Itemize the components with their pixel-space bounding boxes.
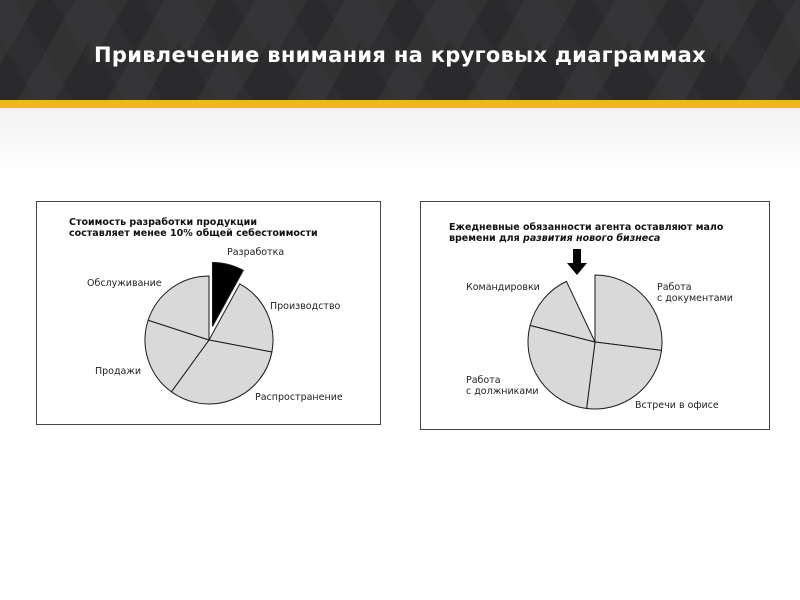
slice-label-obsluzhivanie: Обслуживание bbox=[87, 278, 162, 289]
pie-chart-panel-1 bbox=[36, 201, 381, 425]
gradient-band bbox=[0, 108, 800, 178]
slice-label-razrabotka: Разработка bbox=[227, 247, 285, 258]
slice-label-vstrechi-v-ofise: Встречи в офисе bbox=[635, 400, 719, 411]
pie-chart-2-title-line-2 bbox=[449, 233, 660, 244]
title-line-2-plain: времени для bbox=[449, 233, 524, 244]
pie-chart-2-title-line-1: Ежедневные обязанности агента оставляют мало bbox=[449, 222, 724, 233]
slice-label-rabota-s-dolzhnikami-2: с должниками bbox=[466, 386, 539, 397]
slice-label-rabota-s-dokumentami-1: Работа bbox=[657, 282, 692, 293]
slice-label-komandirovki: Командировки bbox=[466, 282, 540, 293]
pie-chart-panel-2 bbox=[420, 201, 770, 430]
slice-label-rabota-s-dokumentami-2: с документами bbox=[657, 293, 733, 304]
slice-label-rabota-s-dolzhnikami-1: Работа bbox=[466, 375, 501, 386]
slide-title: Привлечение внимания на круговых диаграммах bbox=[93, 43, 706, 67]
pie-slice-встречи-в-офисе-1 bbox=[587, 342, 662, 409]
slice-label-prodazhi: Продажи bbox=[95, 366, 142, 377]
header-accent-stripe bbox=[0, 100, 800, 108]
attention-arrow-icon bbox=[567, 249, 587, 275]
pie-slice-работа-с-документами-0 bbox=[595, 275, 662, 350]
slice-label-rasprostranenie: Распространение bbox=[255, 392, 343, 403]
pie-chart-1-title-line-1: Стоимость разработки продукции bbox=[69, 217, 257, 228]
title-line-2-italic: развития нового бизнеса bbox=[523, 233, 661, 244]
pie-chart-1-title-line-2: составляет менее 10% общей себестоимости bbox=[69, 228, 318, 239]
slice-label-proizvodstvo: Производство bbox=[270, 301, 341, 312]
